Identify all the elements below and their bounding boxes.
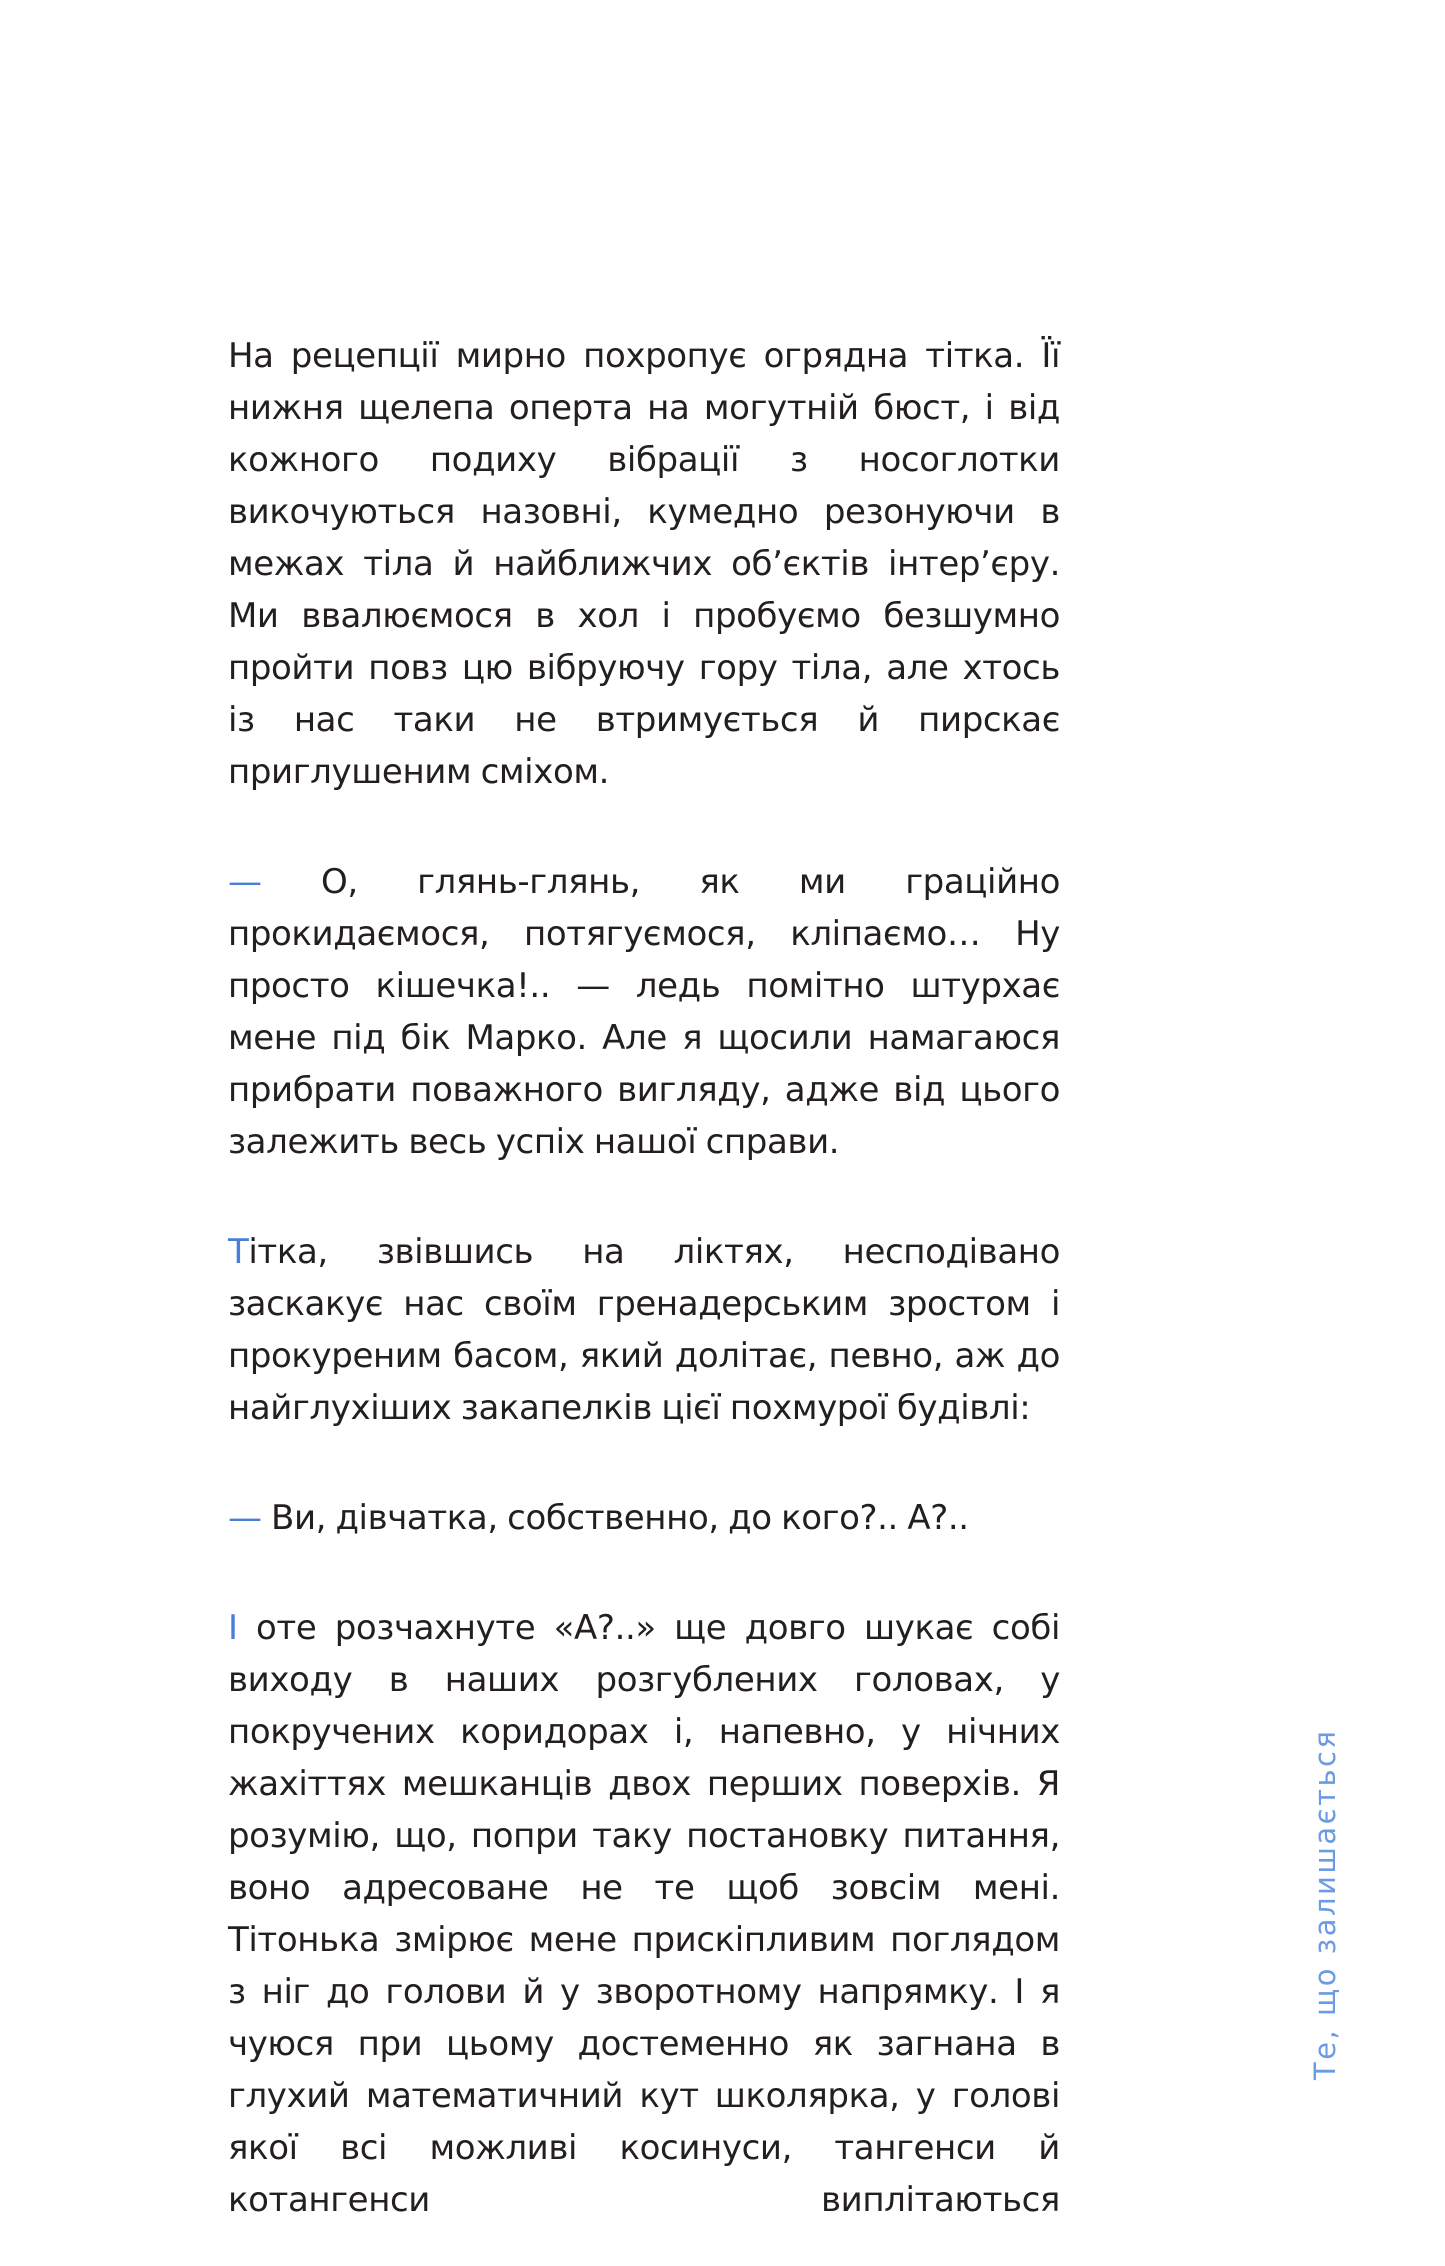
paragraph-text: О, глянь-глянь, як ми граційно прокидаємося, потягуємося, кліпаємо… Ну просто кішечка!.. — ледь помітно штурхає мене під бік Марко. Але я щосили намагаюся прибрати поважного вигляду, адже від цього залежить весь успіх нашої справи. <box>228 862 1060 1162</box>
paragraph-3 <box>228 1226 1060 1434</box>
paragraph-text: оте розчахнуте «А?..» ще довго шукає собі виходу в наших розгублених головах, у покручених коридорах і, напевно, у нічних жахіттях мешканців двох перших поверхів. Я розумію, що, попри таку постановку питання, воно адресоване не те щоб зовсім мені. Тітонька змірює мене прискіпливим поглядом з ніг до голови й у зворотному напрямку. І я чуюся при цьому достеменно як загнана в глухий математичний кут школярка, у голові якої всі можливі косинуси, тангенси й котангенси виплітаються <box>228 1608 1060 2220</box>
paragraph-text: На рецепції мирно похропує огрядна тітка. Її нижня щелепа оперта на могутній бюст, і від кожного подиху вібрації з носоглотки викочуються назовні, кумедно резонуючи в межах тіла й найближчих об’єктів інтер’єру. Ми ввалюємося в хол і пробуємо безшумно пройти повз цю вібруючу гору тіла, але хтось із нас таки не втримується й пирскає приглушеним сміхом. <box>228 336 1060 792</box>
dialogue-dash: — <box>228 1498 262 1538</box>
dialogue-dash: — <box>228 862 262 902</box>
accent-initial: І <box>228 1608 238 1648</box>
paragraph-text: Ви, дівчатка, собственно, до кого?.. А?.. <box>261 1498 969 1538</box>
paragraph-4 <box>228 1492 1060 1544</box>
paragraph-1 <box>228 330 1060 798</box>
paragraph-text: ітка, звівшись на ліктях, несподівано заскакує нас своїм гренадерським зростом і прокуреним басом, який долітає, певно, аж до найглухіших закапелків цієї похмурої будівлі: <box>228 1232 1060 1428</box>
accent-initial: Т <box>228 1232 249 1272</box>
paragraph-2 <box>228 856 1060 1168</box>
paragraph-5 <box>228 1602 1060 2226</box>
running-title-vertical: Те, що залишається <box>1308 1728 1342 2080</box>
body-text <box>228 330 1060 2226</box>
